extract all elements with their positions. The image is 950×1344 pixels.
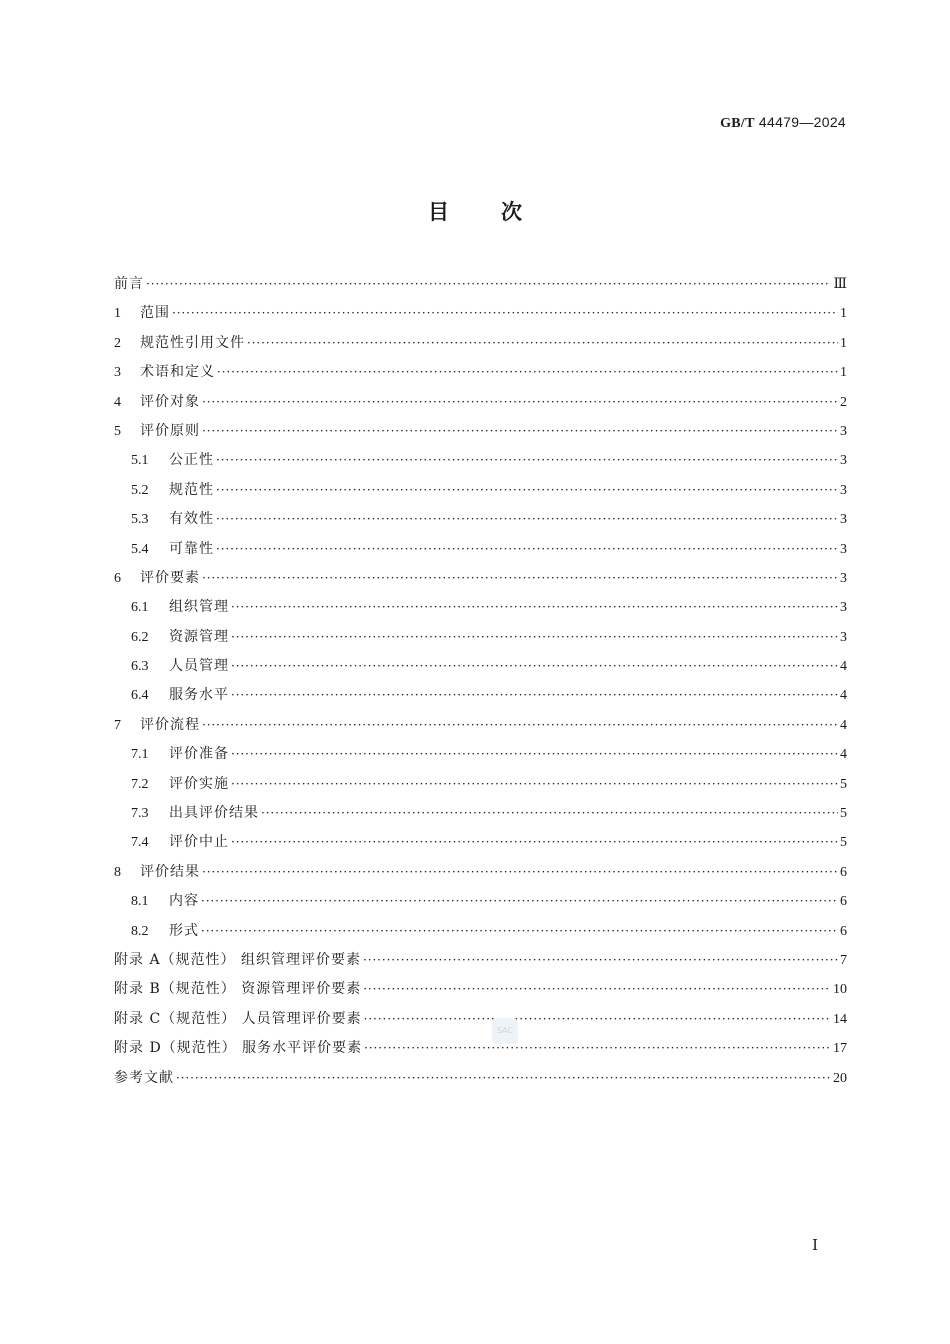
toc-entry-page: 6: [840, 894, 847, 910]
toc-entry-label: 出具评价结果: [169, 805, 259, 822]
toc-entry-page: 5: [840, 776, 847, 792]
toc-leader-dots: [261, 799, 838, 828]
toc-leader-dots: [202, 417, 838, 446]
toc-entry-number: 5: [114, 423, 121, 439]
toc-entry-label: 评价流程: [140, 716, 200, 733]
toc-entry-label: 附录 B（规范性） 资源管理评价要素: [114, 981, 362, 998]
toc-entry-page: 3: [840, 482, 847, 498]
toc-entry-label: 评价结果: [140, 863, 200, 880]
toc-entry[interactable]: [114, 1064, 847, 1093]
toc-leader-dots: [216, 446, 838, 475]
toc-entry[interactable]: [114, 623, 847, 652]
toc-entry[interactable]: [114, 564, 847, 593]
toc-leader-dots: [201, 887, 838, 916]
title-part-1: 目: [428, 200, 449, 224]
toc-entry[interactable]: [114, 417, 847, 446]
toc-entry-page: 5: [840, 806, 847, 822]
standard-number: 44479—2024: [758, 114, 846, 130]
toc-entry[interactable]: [114, 1005, 847, 1034]
toc-entry-number: 8.2: [131, 923, 149, 939]
toc-entry-label: 评价实施: [169, 775, 229, 792]
toc-entry-label: 公正性: [169, 452, 214, 469]
toc-entry-page: 3: [840, 541, 847, 557]
toc-entry-page: 6: [840, 864, 847, 880]
toc-entry-page: 17: [833, 1041, 847, 1057]
toc-entry-label: 评价对象: [140, 393, 200, 410]
toc-leader-dots: [231, 623, 838, 652]
toc-entry-label: 评价原则: [140, 422, 200, 439]
toc-entry[interactable]: [114, 446, 847, 475]
toc-leader-dots: [363, 946, 838, 975]
toc-entry-number: 7.4: [131, 835, 149, 851]
toc-entry[interactable]: [114, 535, 847, 564]
title-part-2: 次: [501, 200, 522, 224]
toc-leader-dots: [216, 535, 838, 564]
toc-entry-page: 3: [840, 453, 847, 469]
toc-entry-number: 8.1: [131, 894, 149, 910]
toc-entry-label: 有效性: [169, 511, 214, 528]
page-title: [0, 196, 950, 226]
toc-entry-number: 5.4: [131, 541, 149, 557]
toc-entry-page: 20: [833, 1070, 847, 1086]
toc-entry-page: 4: [840, 688, 847, 704]
page-number: Ⅰ: [812, 1238, 818, 1254]
toc-entry-label: 评价准备: [169, 746, 229, 763]
toc-entry[interactable]: [114, 917, 847, 946]
toc-entry[interactable]: [114, 270, 847, 299]
toc-entry[interactable]: [114, 975, 847, 1004]
toc-entry-label: 内容: [169, 893, 199, 910]
toc-entry[interactable]: [114, 828, 847, 857]
toc-entry-page: 3: [840, 423, 847, 439]
toc-entry-page: 1: [840, 306, 847, 322]
toc-entry[interactable]: [114, 887, 847, 916]
toc-entry-number: 7.1: [131, 747, 149, 763]
toc-entry[interactable]: [114, 711, 847, 740]
toc-entry[interactable]: [114, 740, 847, 769]
toc-leader-dots: [231, 681, 838, 710]
toc-entry-page: 10: [833, 982, 847, 998]
toc-entry[interactable]: [114, 329, 847, 358]
toc-entry-page: 4: [840, 747, 847, 763]
toc-entry-label: 人员管理: [169, 658, 229, 675]
toc-leader-dots: [364, 1005, 831, 1034]
toc-entry-number: 6.3: [131, 659, 149, 675]
toc-entry-number: 6.2: [131, 629, 149, 645]
toc-entry-number: 6.1: [131, 600, 149, 616]
toc-entry-number: 3: [114, 365, 121, 381]
toc-entry-page: 5: [840, 835, 847, 851]
toc-entry[interactable]: [114, 770, 847, 799]
toc-leader-dots: [172, 299, 838, 328]
table-of-contents: [114, 270, 847, 1093]
toc-entry-number: 1: [114, 306, 121, 322]
toc-entry-label: 评价中止: [169, 834, 229, 851]
toc-entry-label: 参考文献: [114, 1069, 174, 1086]
toc-entry-label: 资源管理: [169, 628, 229, 645]
toc-entry-label: 形式: [169, 922, 199, 939]
toc-entry[interactable]: [114, 1034, 847, 1063]
toc-entry-page: 3: [840, 570, 847, 586]
toc-leader-dots: [231, 770, 838, 799]
standard-code: [720, 114, 846, 132]
toc-entry[interactable]: [114, 858, 847, 887]
toc-leader-dots: [176, 1064, 831, 1093]
toc-leader-dots: [201, 917, 838, 946]
standard-prefix: GB/T: [720, 116, 755, 131]
toc-entry[interactable]: [114, 476, 847, 505]
toc-leader-dots: [364, 1034, 831, 1063]
toc-entry[interactable]: [114, 652, 847, 681]
toc-entry-label: 附录 D（规范性） 服务水平评价要素: [114, 1040, 363, 1057]
toc-entry-number: 2: [114, 335, 121, 351]
toc-entry-label: 服务水平: [169, 687, 229, 704]
toc-leader-dots: [231, 740, 838, 769]
toc-entry-page: 3: [840, 629, 847, 645]
toc-entry-label: 术语和定义: [140, 364, 215, 381]
toc-entry[interactable]: [114, 358, 847, 387]
toc-leader-dots: [363, 975, 831, 1004]
toc-leader-dots: [217, 358, 838, 387]
toc-entry-label: 规范性: [169, 481, 214, 498]
toc-leader-dots: [247, 329, 838, 358]
toc-entry-page: 4: [840, 659, 847, 675]
toc-entry-number: 4: [114, 394, 121, 410]
toc-entry-page: 3: [840, 600, 847, 616]
toc-entry[interactable]: [114, 388, 847, 417]
toc-entry-page: 14: [833, 1011, 847, 1027]
toc-entry-label: 附录 C（规范性） 人员管理评价要素: [114, 1010, 362, 1027]
toc-entry-label: 规范性引用文件: [140, 334, 245, 351]
toc-entry-page: 1: [840, 335, 847, 351]
toc-entry-number: 6.4: [131, 688, 149, 704]
toc-entry[interactable]: [114, 681, 847, 710]
toc-leader-dots: [231, 828, 838, 857]
toc-entry-page: 1: [840, 365, 847, 381]
toc-entry[interactable]: [114, 505, 847, 534]
toc-leader-dots: [216, 476, 838, 505]
toc-entry[interactable]: [114, 946, 847, 975]
toc-entry[interactable]: [114, 593, 847, 622]
toc-leader-dots: [231, 652, 838, 681]
toc-entry-number: 8: [114, 864, 121, 880]
toc-entry-page: 7: [840, 952, 847, 968]
toc-leader-dots: [202, 711, 838, 740]
toc-entry-number: 7.2: [131, 776, 149, 792]
toc-entry-label: 评价要素: [140, 569, 200, 586]
toc-entry[interactable]: [114, 799, 847, 828]
toc-entry-number: 7: [114, 717, 121, 733]
toc-leader-dots: [202, 858, 838, 887]
toc-entry-page: 2: [840, 394, 847, 410]
toc-entry-label: 组织管理: [169, 599, 229, 616]
toc-entry-number: 6: [114, 570, 121, 586]
watermark-logo: [492, 1018, 518, 1044]
toc-entry-page: 6: [840, 923, 847, 939]
toc-entry-label: 前言: [114, 276, 144, 292]
toc-leader-dots: [231, 593, 838, 622]
toc-entry-page: Ⅲ: [833, 277, 847, 292]
toc-leader-dots: [216, 505, 838, 534]
toc-leader-dots: [202, 564, 838, 593]
toc-entry-number: 5.2: [131, 482, 149, 498]
watermark-text: SAC: [496, 1026, 514, 1035]
toc-entry-label: 可靠性: [169, 540, 214, 557]
toc-entry-page: 3: [840, 512, 847, 528]
toc-entry-label: 范围: [140, 305, 170, 322]
toc-entry-number: 7.3: [131, 806, 149, 822]
toc-entry-number: 5.3: [131, 512, 149, 528]
toc-entry-label: 附录 A（规范性） 组织管理评价要素: [114, 951, 362, 968]
toc-leader-dots: [202, 388, 838, 417]
toc-entry[interactable]: [114, 299, 847, 328]
toc-leader-dots: [146, 270, 831, 299]
toc-entry-number: 5.1: [131, 453, 149, 469]
toc-entry-page: 4: [840, 717, 847, 733]
